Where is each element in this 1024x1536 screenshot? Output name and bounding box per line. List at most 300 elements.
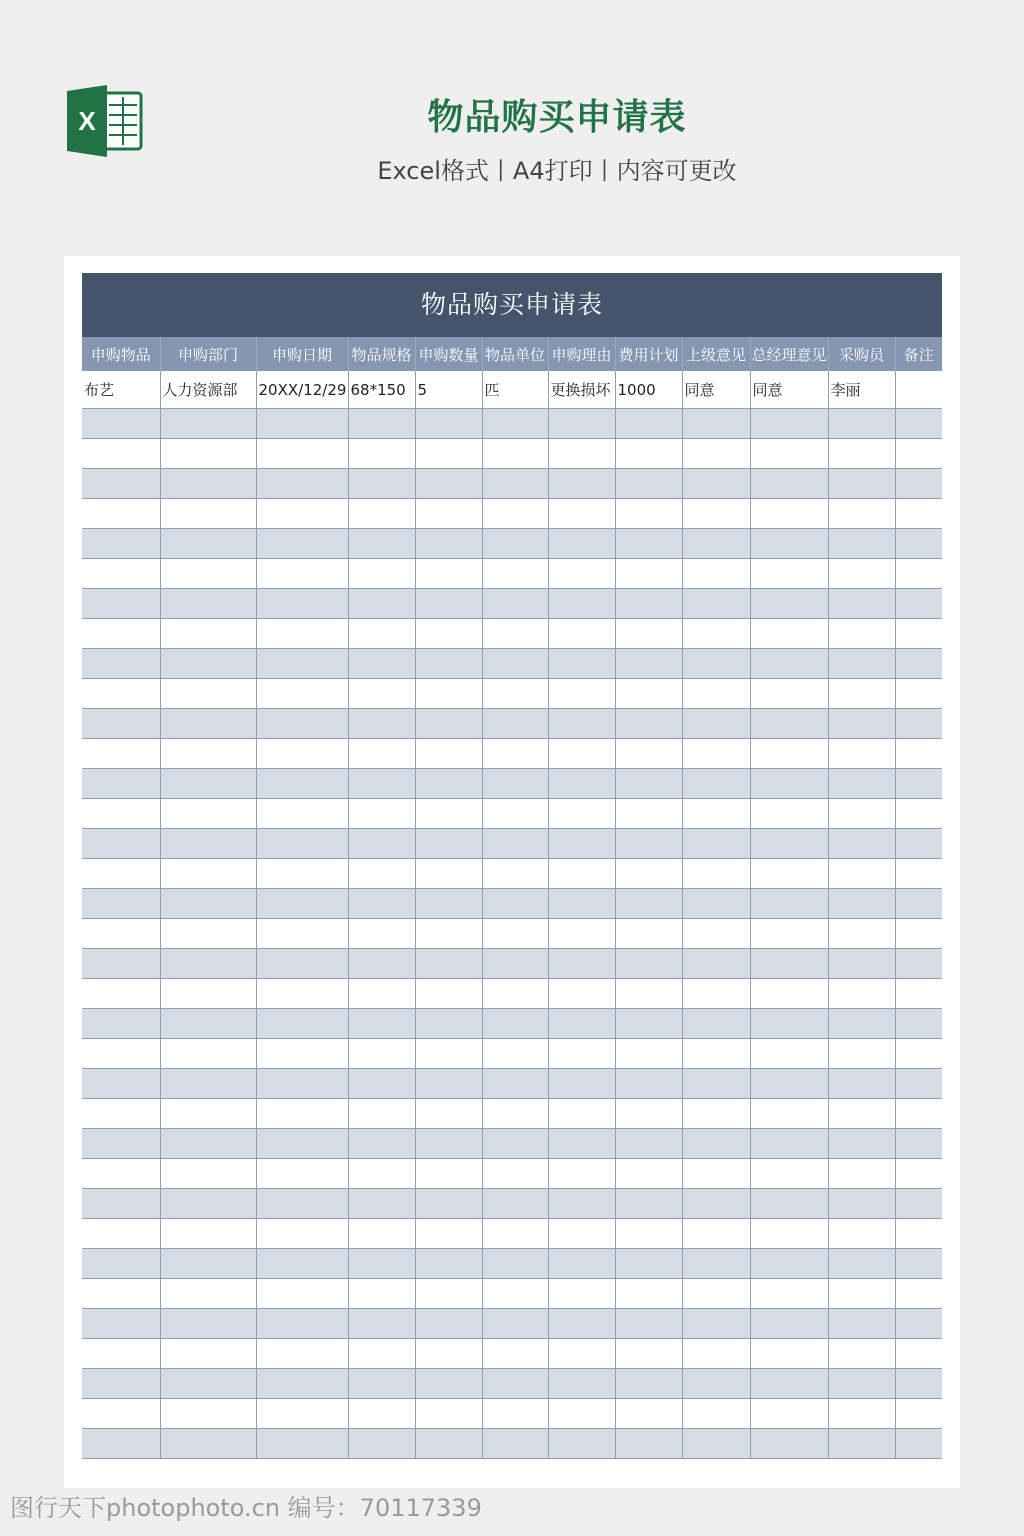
table-cell[interactable] (482, 1369, 548, 1399)
table-cell[interactable] (828, 1249, 895, 1279)
table-cell[interactable] (615, 1159, 682, 1189)
table-cell[interactable] (548, 439, 615, 469)
table-cell[interactable] (615, 1309, 682, 1339)
table-cell[interactable] (548, 829, 615, 859)
table-cell[interactable] (828, 1399, 895, 1429)
table-cell[interactable] (415, 1219, 482, 1249)
table-cell[interactable] (256, 769, 348, 799)
table-cell[interactable] (548, 1279, 615, 1309)
table-cell[interactable] (482, 799, 548, 829)
table-cell[interactable] (750, 829, 828, 859)
table-cell[interactable] (415, 919, 482, 949)
table-cell[interactable] (82, 589, 160, 619)
table-cell[interactable] (895, 739, 942, 769)
table-cell[interactable] (548, 1129, 615, 1159)
table-cell[interactable]: 匹 (482, 371, 548, 409)
table-cell[interactable] (828, 859, 895, 889)
table-cell[interactable] (548, 679, 615, 709)
table-cell[interactable] (682, 619, 750, 649)
table-cell[interactable] (348, 829, 415, 859)
table-cell[interactable] (750, 1279, 828, 1309)
table-cell[interactable] (348, 919, 415, 949)
table-cell[interactable] (548, 769, 615, 799)
table-cell[interactable] (482, 769, 548, 799)
table-cell[interactable] (415, 829, 482, 859)
table-cell[interactable] (682, 1099, 750, 1129)
table-cell[interactable] (82, 1279, 160, 1309)
table-cell[interactable] (895, 1279, 942, 1309)
table-cell[interactable] (682, 439, 750, 469)
table-cell[interactable] (548, 1189, 615, 1219)
table-cell[interactable] (348, 1159, 415, 1189)
table-cell[interactable] (895, 709, 942, 739)
table-cell[interactable] (895, 949, 942, 979)
table-cell[interactable] (82, 1399, 160, 1429)
table-cell[interactable] (348, 709, 415, 739)
table-cell[interactable] (895, 1129, 942, 1159)
table-cell[interactable] (348, 889, 415, 919)
table-cell[interactable] (482, 1339, 548, 1369)
table-cell[interactable]: 5 (415, 371, 482, 409)
table-cell[interactable] (256, 499, 348, 529)
table-cell[interactable] (482, 919, 548, 949)
table-cell[interactable] (160, 829, 256, 859)
table-cell[interactable] (415, 499, 482, 529)
table-cell[interactable] (750, 1219, 828, 1249)
table-cell[interactable] (750, 1249, 828, 1279)
table-cell[interactable] (482, 889, 548, 919)
table-cell[interactable] (615, 1279, 682, 1309)
table-cell[interactable] (548, 1309, 615, 1339)
table-cell[interactable] (256, 859, 348, 889)
table-cell[interactable] (82, 1039, 160, 1069)
table-cell[interactable] (482, 649, 548, 679)
table-cell[interactable] (615, 1429, 682, 1459)
table-cell[interactable] (82, 1219, 160, 1249)
table-cell[interactable] (256, 1309, 348, 1339)
table-cell[interactable] (415, 1069, 482, 1099)
table-cell[interactable] (682, 889, 750, 919)
table-cell[interactable] (682, 649, 750, 679)
table-cell[interactable] (895, 1249, 942, 1279)
table-cell[interactable] (415, 1309, 482, 1339)
table-cell[interactable] (615, 529, 682, 559)
table-cell[interactable] (482, 469, 548, 499)
table-cell[interactable] (548, 1099, 615, 1129)
table-cell[interactable] (256, 619, 348, 649)
table-cell[interactable] (750, 499, 828, 529)
table-cell[interactable] (895, 1309, 942, 1339)
table-cell[interactable] (615, 799, 682, 829)
table-cell[interactable] (895, 919, 942, 949)
table-cell[interactable] (82, 1429, 160, 1459)
table-cell[interactable] (750, 1429, 828, 1459)
table-cell[interactable] (615, 709, 682, 739)
table-cell[interactable] (415, 979, 482, 1009)
table-cell[interactable] (828, 799, 895, 829)
table-cell[interactable] (895, 799, 942, 829)
table-cell[interactable] (482, 949, 548, 979)
table-cell[interactable] (828, 1069, 895, 1099)
table-cell[interactable] (548, 1219, 615, 1249)
table-cell[interactable] (256, 739, 348, 769)
column-header[interactable]: 申购物品 (82, 337, 160, 371)
table-cell[interactable] (415, 439, 482, 469)
column-header[interactable]: 采购员 (828, 337, 895, 371)
table-cell[interactable] (682, 499, 750, 529)
table-cell[interactable] (348, 799, 415, 829)
table-cell[interactable] (82, 1339, 160, 1369)
table-cell[interactable] (750, 1339, 828, 1369)
table-cell[interactable] (82, 1189, 160, 1219)
table-cell[interactable] (160, 409, 256, 439)
table-cell[interactable] (828, 949, 895, 979)
table-cell[interactable] (82, 889, 160, 919)
table-cell[interactable] (750, 1009, 828, 1039)
table-cell[interactable] (160, 469, 256, 499)
table-cell[interactable] (256, 529, 348, 559)
table-cell[interactable] (548, 1399, 615, 1429)
table-cell[interactable] (348, 1249, 415, 1279)
table-cell[interactable] (615, 1399, 682, 1429)
table-cell[interactable] (828, 709, 895, 739)
table-cell[interactable] (615, 769, 682, 799)
table-cell[interactable] (348, 469, 415, 499)
table-cell[interactable] (828, 499, 895, 529)
table-cell[interactable] (895, 499, 942, 529)
table-cell[interactable] (482, 679, 548, 709)
table-cell[interactable] (415, 709, 482, 739)
table-cell[interactable] (895, 769, 942, 799)
table-cell[interactable] (482, 499, 548, 529)
table-cell[interactable] (828, 559, 895, 589)
table-cell[interactable] (256, 1249, 348, 1279)
table-cell[interactable] (256, 829, 348, 859)
table-cell[interactable] (750, 949, 828, 979)
table-cell[interactable] (895, 1399, 942, 1429)
table-cell[interactable] (482, 1159, 548, 1189)
table-cell[interactable] (615, 1099, 682, 1129)
table-cell[interactable] (615, 979, 682, 1009)
table-cell[interactable] (348, 769, 415, 799)
table-cell[interactable] (682, 589, 750, 619)
table-cell[interactable] (682, 979, 750, 1009)
table-cell[interactable] (895, 979, 942, 1009)
table-cell[interactable] (82, 1129, 160, 1159)
table-cell[interactable] (348, 649, 415, 679)
table-cell[interactable] (415, 1189, 482, 1219)
table-cell[interactable] (828, 1429, 895, 1459)
table-cell[interactable] (895, 559, 942, 589)
table-cell[interactable] (415, 619, 482, 649)
table-cell[interactable] (682, 679, 750, 709)
table-cell[interactable]: 布艺 (82, 371, 160, 409)
table-cell[interactable] (482, 829, 548, 859)
table-cell[interactable] (828, 439, 895, 469)
table-cell[interactable] (482, 1279, 548, 1309)
table-cell[interactable] (615, 1189, 682, 1219)
table-cell[interactable] (615, 919, 682, 949)
table-cell[interactable] (548, 889, 615, 919)
table-cell[interactable] (750, 649, 828, 679)
table-cell[interactable] (895, 1339, 942, 1369)
table-cell[interactable] (482, 979, 548, 1009)
table-cell[interactable] (548, 619, 615, 649)
table-cell[interactable] (256, 1129, 348, 1159)
table-cell[interactable] (160, 1159, 256, 1189)
table-cell[interactable] (682, 1399, 750, 1429)
table-cell[interactable] (828, 529, 895, 559)
table-cell[interactable] (348, 859, 415, 889)
column-header[interactable]: 申购日期 (256, 337, 348, 371)
table-cell[interactable] (256, 709, 348, 739)
table-cell[interactable] (82, 949, 160, 979)
table-cell[interactable] (415, 1099, 482, 1129)
table-cell[interactable] (895, 1009, 942, 1039)
table-cell[interactable] (256, 979, 348, 1009)
table-cell[interactable]: 李丽 (828, 371, 895, 409)
table-cell[interactable] (415, 1399, 482, 1429)
table-cell[interactable] (160, 1069, 256, 1099)
table-cell[interactable] (548, 799, 615, 829)
table-cell[interactable] (348, 1369, 415, 1399)
table-cell[interactable] (828, 1339, 895, 1369)
table-cell[interactable] (682, 709, 750, 739)
table-cell[interactable] (615, 1339, 682, 1369)
table-cell[interactable] (828, 1099, 895, 1129)
table-cell[interactable] (895, 439, 942, 469)
table-cell[interactable] (682, 1339, 750, 1369)
table-cell[interactable] (160, 1399, 256, 1429)
table-cell[interactable] (548, 1339, 615, 1369)
table-cell[interactable] (82, 619, 160, 649)
table-cell[interactable] (82, 739, 160, 769)
table-cell[interactable] (750, 1399, 828, 1429)
table-cell[interactable] (682, 1369, 750, 1399)
table-cell[interactable] (160, 709, 256, 739)
table-cell[interactable] (160, 1129, 256, 1159)
table-cell[interactable] (415, 1129, 482, 1159)
column-header[interactable]: 物品单位 (482, 337, 548, 371)
table-cell[interactable] (82, 1099, 160, 1129)
table-cell[interactable] (482, 859, 548, 889)
table-cell[interactable] (615, 589, 682, 619)
table-cell[interactable] (682, 919, 750, 949)
table-cell[interactable]: 同意 (750, 371, 828, 409)
table-cell[interactable] (750, 919, 828, 949)
table-cell[interactable] (256, 949, 348, 979)
table-cell[interactable] (82, 829, 160, 859)
table-cell[interactable] (482, 739, 548, 769)
table-cell[interactable] (82, 649, 160, 679)
table-cell[interactable] (615, 889, 682, 919)
table-cell[interactable] (256, 1099, 348, 1129)
table-cell[interactable] (256, 469, 348, 499)
table-cell[interactable] (256, 1339, 348, 1369)
table-cell[interactable] (895, 829, 942, 859)
table-cell[interactable] (548, 1249, 615, 1279)
table-cell[interactable] (160, 919, 256, 949)
table-cell[interactable] (348, 1039, 415, 1069)
table-cell[interactable] (895, 409, 942, 439)
table-cell[interactable] (615, 739, 682, 769)
table-cell[interactable] (160, 1429, 256, 1459)
table-cell[interactable] (415, 679, 482, 709)
table-cell[interactable] (828, 1219, 895, 1249)
table-cell[interactable] (682, 859, 750, 889)
table-cell[interactable] (828, 769, 895, 799)
table-cell[interactable] (750, 1309, 828, 1339)
table-cell[interactable] (895, 371, 942, 409)
table-cell[interactable] (256, 1009, 348, 1039)
table-cell[interactable] (828, 619, 895, 649)
table-cell[interactable] (548, 409, 615, 439)
table-cell[interactable] (750, 739, 828, 769)
table-cell[interactable] (750, 889, 828, 919)
table-cell[interactable] (895, 589, 942, 619)
table-cell[interactable] (482, 709, 548, 739)
table-cell[interactable]: 同意 (682, 371, 750, 409)
table-cell[interactable] (615, 649, 682, 679)
table-cell[interactable] (682, 799, 750, 829)
table-cell[interactable] (82, 1309, 160, 1339)
table-cell[interactable] (682, 829, 750, 859)
table-cell[interactable] (682, 1189, 750, 1219)
table-cell[interactable] (348, 979, 415, 1009)
table-cell[interactable] (482, 589, 548, 619)
table-cell[interactable] (750, 979, 828, 1009)
table-cell[interactable] (256, 1219, 348, 1249)
table-cell[interactable] (160, 889, 256, 919)
table-cell[interactable] (750, 769, 828, 799)
table-cell[interactable] (256, 1069, 348, 1099)
table-cell[interactable] (828, 409, 895, 439)
table-cell[interactable] (482, 559, 548, 589)
table-cell[interactable] (348, 1009, 415, 1039)
table-cell[interactable] (750, 799, 828, 829)
table-cell[interactable] (160, 1039, 256, 1069)
table-cell[interactable] (682, 1279, 750, 1309)
table-cell[interactable] (415, 799, 482, 829)
table-cell[interactable] (256, 1429, 348, 1459)
table-cell[interactable] (348, 1279, 415, 1309)
table-cell[interactable] (348, 559, 415, 589)
table-cell[interactable] (348, 619, 415, 649)
table-cell[interactable] (256, 1399, 348, 1429)
table-cell[interactable] (548, 859, 615, 889)
table-cell[interactable] (82, 469, 160, 499)
table-cell[interactable] (615, 829, 682, 859)
table-cell[interactable] (615, 559, 682, 589)
column-header[interactable]: 费用计划 (615, 337, 682, 371)
table-cell[interactable] (828, 649, 895, 679)
table-cell[interactable] (160, 559, 256, 589)
table-cell[interactable] (548, 649, 615, 679)
table-cell[interactable] (750, 1159, 828, 1189)
table-cell[interactable] (348, 1309, 415, 1339)
table-cell[interactable] (256, 649, 348, 679)
table-cell[interactable] (895, 1219, 942, 1249)
table-cell[interactable] (548, 919, 615, 949)
table-cell[interactable] (828, 1009, 895, 1039)
table-cell[interactable] (348, 529, 415, 559)
table-cell[interactable] (750, 589, 828, 619)
table-cell[interactable] (750, 439, 828, 469)
table-cell[interactable] (548, 739, 615, 769)
table-cell[interactable] (750, 559, 828, 589)
table-cell[interactable] (615, 1069, 682, 1099)
table-cell[interactable] (828, 1129, 895, 1159)
table-cell[interactable] (415, 469, 482, 499)
table-cell[interactable] (548, 499, 615, 529)
table-cell[interactable] (160, 1369, 256, 1399)
table-cell[interactable] (482, 529, 548, 559)
table-cell[interactable] (160, 859, 256, 889)
table-cell[interactable] (415, 1009, 482, 1039)
table-cell[interactable] (828, 469, 895, 499)
table-cell[interactable] (415, 949, 482, 979)
table-cell[interactable] (895, 529, 942, 559)
table-cell[interactable] (160, 589, 256, 619)
column-header[interactable]: 申购理由 (548, 337, 615, 371)
table-cell[interactable] (256, 679, 348, 709)
table-cell[interactable] (82, 769, 160, 799)
table-cell[interactable] (415, 1429, 482, 1459)
table-cell[interactable] (256, 889, 348, 919)
table-cell[interactable] (615, 859, 682, 889)
table-cell[interactable] (615, 1129, 682, 1159)
table-cell[interactable] (160, 1339, 256, 1369)
table-cell[interactable] (828, 1309, 895, 1339)
table-cell[interactable] (682, 769, 750, 799)
table-cell[interactable] (348, 1189, 415, 1219)
table-cell[interactable] (482, 619, 548, 649)
table-cell[interactable] (160, 1279, 256, 1309)
table-cell[interactable] (482, 439, 548, 469)
table-cell[interactable] (828, 1039, 895, 1069)
table-cell[interactable] (750, 409, 828, 439)
column-header[interactable]: 物品规格 (348, 337, 415, 371)
table-cell[interactable] (160, 949, 256, 979)
table-cell[interactable] (615, 949, 682, 979)
table-cell[interactable] (348, 1399, 415, 1429)
table-cell[interactable] (160, 619, 256, 649)
table-cell[interactable] (895, 649, 942, 679)
table-cell[interactable] (160, 1099, 256, 1129)
table-cell[interactable] (415, 1369, 482, 1399)
table-cell[interactable] (750, 619, 828, 649)
table-cell[interactable]: 1000 (615, 371, 682, 409)
table-cell[interactable] (82, 1069, 160, 1099)
table-cell[interactable] (415, 1249, 482, 1279)
table-cell[interactable] (828, 679, 895, 709)
table-cell[interactable] (895, 1369, 942, 1399)
table-cell[interactable] (348, 1099, 415, 1129)
table-cell[interactable] (348, 499, 415, 529)
table-cell[interactable] (895, 1429, 942, 1459)
table-cell[interactable] (828, 889, 895, 919)
table-cell[interactable] (548, 559, 615, 589)
table-cell[interactable] (682, 469, 750, 499)
table-cell[interactable] (482, 1399, 548, 1429)
table-cell[interactable] (348, 1429, 415, 1459)
table-cell[interactable] (348, 589, 415, 619)
table-cell[interactable] (750, 1129, 828, 1159)
table-cell[interactable] (256, 799, 348, 829)
table-cell[interactable] (160, 649, 256, 679)
table-cell[interactable]: 更换损坏 (548, 371, 615, 409)
table-cell[interactable] (82, 559, 160, 589)
